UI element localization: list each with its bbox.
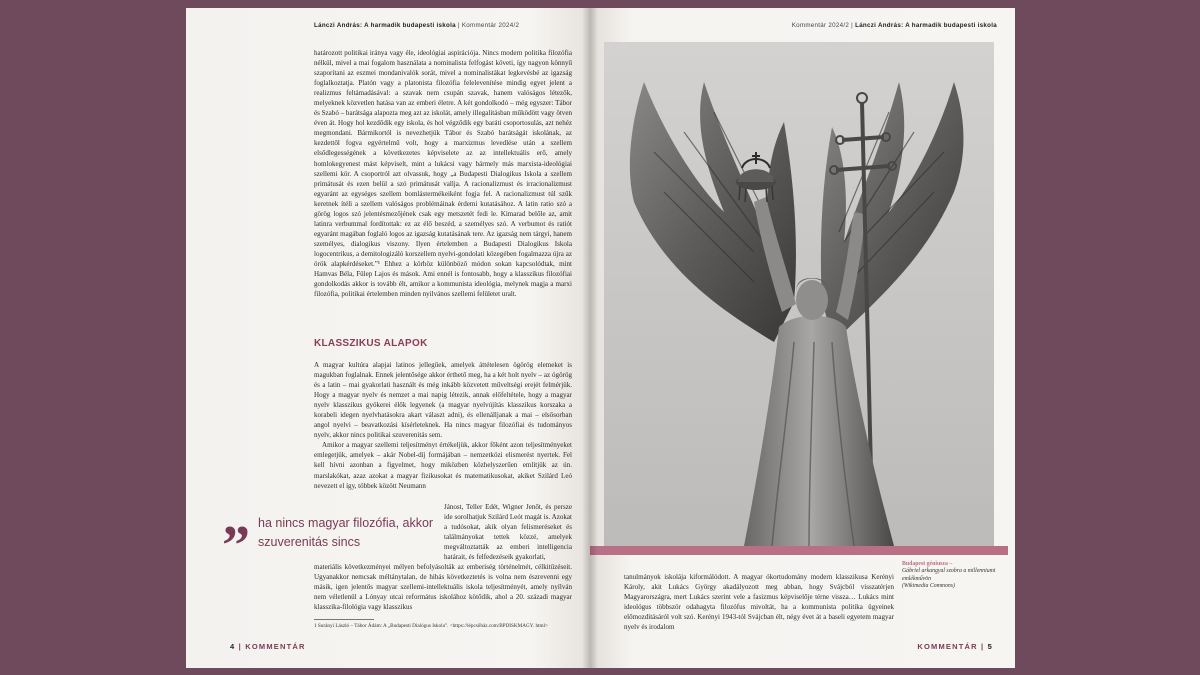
folio-label: KOMMENTÁR (245, 642, 306, 651)
running-head-left: Lánczi András: A harmadik budapesti iskola | Kommentár 2024/2 (314, 22, 520, 29)
photo-color-band (590, 546, 1008, 555)
body-text-mid (314, 360, 572, 491)
page-number: 4 (230, 642, 236, 651)
paragraph: materiális következményei mélyen befolyásolták az emberiség történelmét, célkitűzéseit. Ugyanakkor nemcsak méltánytalan, de hibás következtetés is volna nem észrevenni egy másik, igen jelentős magyar szellemi-intellektuális iskola teljesítményét, amely nyílván nem véletlenül a Lónyay utcai református iskolához kötődik, ahol a 20. századi magyar klasszika-filológia vagy klasszikus (314, 563, 572, 612)
paragraph: A magyar kultúra alapjai latinos jellegűek, amelyek áttételesen ögörög elemeket is magukban foglalnak. Ennek jelentősége akkor érthető meg, ha a két holt nyelv – az ógörög és a latin – mai gyakorlati használt és még inkább közvetett műveltségi erejét felmérjük. Hogy a magyar nyelv és nemzet a mai napig létezik, annak előfeltétele, hogy a magyar nyelv klasszikus gyökerei élők legyenek (a magyar nyelvújítás klasszikus korszaka a korabeli idegen nyelvhatásokra akart választ adni), és ellenálljanak a mai – elsősorban angol nyelvi – beavatkozási kísérleteknek. Ha nincs magyar filozófiai és tudományos nyelv, akkor nincs politikai szuverenitás sem. (314, 361, 572, 440)
running-head-issue: Kommentár 2024/2 (791, 22, 850, 29)
running-head-author: Lánczi András: A harmadik budapesti iskola (855, 22, 997, 29)
photo-caption (902, 561, 1002, 591)
paragraph: tanulmányok iskolája kiformálódott. A magyar ókortudomány modern klasszikusa Kerényi Károly, akit Lukács György akadályozott meg abban, hogy Svájcból visszatérjen Magyarországra, mert Lukács szerint vele a fasizmus képviselője térne vissza… Lukács mint ideológus többször odahagyta filozófus mivoltát, ha a kommunista politika ügyeinek előmozdításáról volt szó. Kerényi 1943-tól Svájcban élt, négy évet át a baseli egyetem magyar nyelv és irodalom (624, 573, 894, 632)
folio-left: 4 | KOMMENTÁR (230, 642, 306, 651)
folio-label: KOMMENTÁR (917, 642, 978, 651)
body-text-bottom (314, 562, 572, 612)
spine-gutter (582, 8, 598, 668)
section-title: KLASSZIKUS ALAPOK (314, 338, 428, 349)
footnote: 1 Surányi László – Tábor Ádám: A „Budapesti Dialógus Iskola”. <https://lépcsőház.com/BPDISKMAGY. html> (314, 623, 548, 629)
page-number: 5 (987, 642, 993, 651)
caption-text: Gábriel arkangyal szobra a millenniumi emlékművön (902, 568, 996, 582)
right-page (590, 8, 1015, 668)
running-head-right: Kommentár 2024/2 | Lánczi András: A harmadik budapesti iskola (791, 22, 997, 29)
caption-source: (Wikimedia Commons) (902, 583, 955, 590)
pull-quote: ha nincs magyar filozófia, akkor szuverenitás sincs (258, 516, 434, 549)
magazine-spread (186, 8, 1015, 668)
body-text-top (314, 48, 572, 299)
left-page (186, 8, 590, 668)
folio-right: KOMMENTÁR | 5 (917, 642, 993, 651)
body-text-right (624, 572, 894, 632)
caption-title: Budapest géniusza – (902, 561, 953, 567)
quote-mark-icon: ” (222, 515, 250, 577)
paragraph: Jánost, Teller Edét, Wigner Jenőt, és persze ide sorolhatjuk Szilárd Leót magát is. Azokat a tudósokat, akik olyan felismeréseket és találmányokat tettek közzé, amelyek megváltoztatták az emberi intelligencia határait, és felfedezéseik gyakorlati, (444, 503, 572, 562)
paragraph: határozott politikai iránya vagy éle, ideológiai aspirációja. Nincs modern politika filozófia nélkül, mivel a mai fogalom használata a nominalista felfogást követi, így nagyon könnyű szaporítani az eszmei mondanivalók sorát, mivel a nominalistákat legkevésbé az igazság foglalkoztatja. Platón vagy a platonista filozófia felelevenítése mindig egyet jelent a realizmus feltámadásával: a szavak nem csupán szavak, hanem valóságos létezők, melyeknek közvetlen hatása van az emberi életre. A két gondolkodó – még egyszer: Tábor és Szabó – barátsága alapozta meg azt az iskolát, amely illegalitásban működött vagy ötven éven át. Hogy hol kezdődik egy iskola, és hol végződik egy baráti csoportosulás, azt nehéz megmondani. Bármikortól is nevezhetjük Tábor és Szabó barátságát iskolának, az kezdettől fogva egyértelmű volt, hogy a marxizmus levedlése után a szellem elsődlegességének a következetes képviselete az az intellektuális erő, amely homlokegyenest mást képviselt, mint a lukácsi vagy bármely más marxista-ideológiai szellemi kör. A csoportról azt olvassuk, hogy „a Budapesti Dialogikus Iskola a szellem primátusát és ezen belül a szó primátusát vallja. A racionalizmust és irracionalizmust egyaránt az egységes szellem bomlástermékeiként fogja fel. A racionalizmust túl szűk keretnek ítéli a szellem valóságos problémáinak érdemi kutatásához. A latin ratio szó a görög logos szó jelentésmezőjének csak egy metszetét fedi le. Kimarad belőle az, amit latinra verbummal fordítottak: ez az élő beszéd, a személyes szó. A verbumot és ratiót egyaránt magában foglaló logos az igazság kutatásának tere. Az igazság nem tárgyi, hanem személyes, dialogikus viszony. Ilyen értelemben a Budapesti Dialogikus Iskola logocentrikus, a demitologizáló korszellem nyelvi-gondolati közegében fogalmazza újra az örök alapkérdéseket.”¹ Ehhez a körhöz különböző módon sokan kapcsolódtak, mint Hamvas Béla, Fülep Lajos és mások. Ami ennél is fontosabb, hogy a klasszikus filozófiai gondolkodás akkor is tovább élt, amikor a kommunista ideológia, melynek magja a marxi filozófia, politikai értelemben minden nyilvános szellemi felületet uralt. (314, 49, 572, 299)
angel-statue-photo (604, 42, 994, 546)
footnote-rule (314, 619, 374, 620)
running-head-issue: Kommentár 2024/2 (461, 22, 520, 29)
paragraph: Amikor a magyar szellemi teljesítményt értékeljük, akkor főként azon teljesítményeket emlegetjük, amelyek – akár Nobel-díj formájában – nemzetközi elismerést nyertek. Fel kell hívni azonban a figyelmet, hogy miközben közhelyszerűen említjük az ún. marslakókat, azaz azokat a magyar fizikusokat és matematikusokat, akiket Szilárd Leó nevezett el így, többek között Neumann (314, 441, 572, 490)
running-head-author: Lánczi András: A harmadik budapesti iskola (314, 22, 456, 29)
body-text-narrow (444, 502, 572, 562)
